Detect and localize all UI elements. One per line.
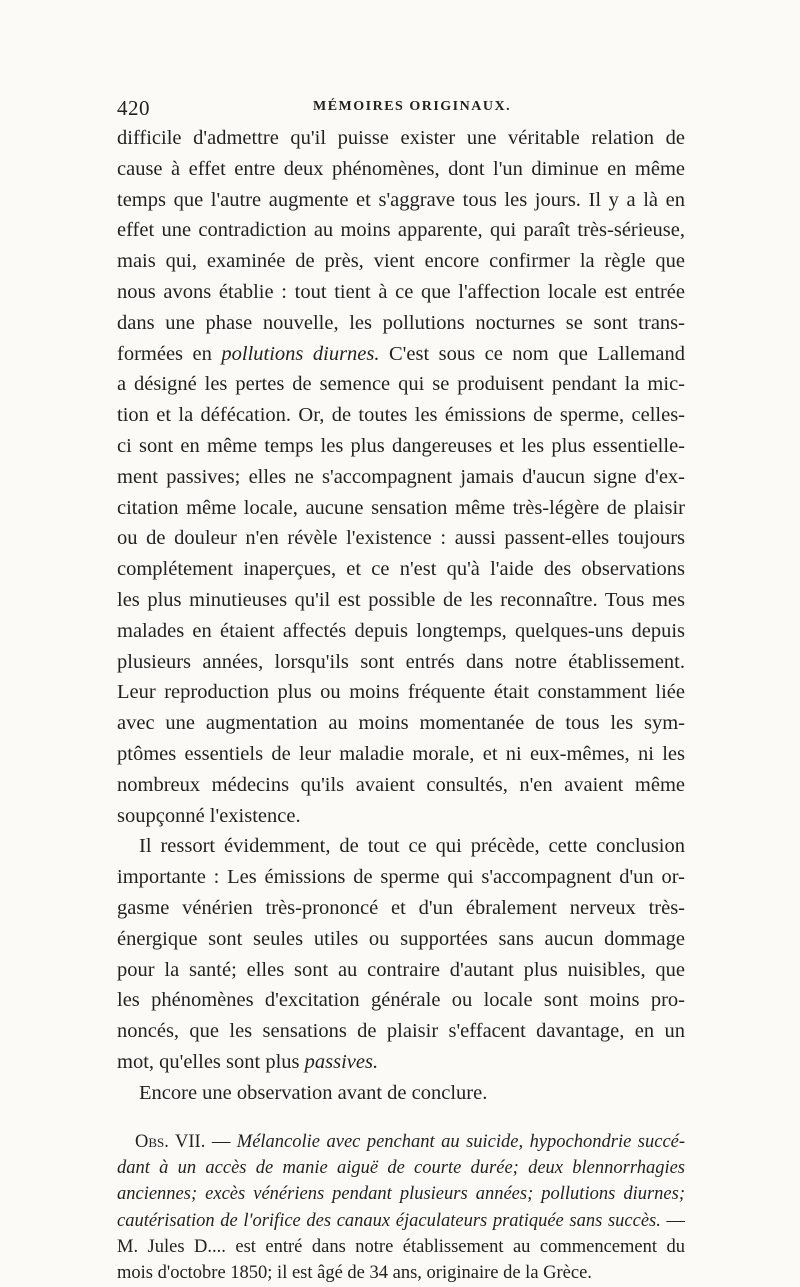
text-line: importante : Les émissions de sperme qui s'accompagnent d'un or-: [117, 866, 685, 889]
text-line: cause à effet entre deux phénomènes, dont l'un diminue en même: [117, 157, 685, 180]
text-line: ou de douleur n'en révèle l'existence : aussi passent-elles toujours: [117, 527, 685, 550]
text-line: [117, 1181, 685, 1207]
text-line: [117, 339, 685, 370]
text-line: [117, 1129, 685, 1155]
running-title: MÉMOIRES ORIGINAUX.: [313, 99, 512, 114]
text-line: [117, 1208, 685, 1234]
text-line: plusieurs années, lorsqu'ils sont entrés dans notre établissement.: [117, 650, 685, 673]
text-line: citation même locale, aucune sensation même très-légère de plaisir: [117, 496, 685, 519]
text-line: temps que l'autre augmente et s'aggrave tous les jours. Il y a là en: [117, 188, 685, 211]
text-line: Leur reproduction plus ou moins fréquente était constamment liée: [117, 681, 685, 704]
observation-label: Obs. VII.: [135, 1131, 206, 1152]
text-run: mot, qu'elles sont plus: [117, 1050, 305, 1073]
text-line: ptômes essentiels de leur maladie morale, et ni eux-mêmes, ni les: [117, 742, 685, 765]
text-line: nous avons établie : tout tient à ce que l'affection locale est entrée: [117, 280, 685, 303]
text-line: [117, 1155, 685, 1181]
page-number: 420: [117, 96, 150, 120]
text-line: tion et la défécation. Or, de toutes les émissions de sperme, celles-: [117, 404, 685, 427]
text-line: avec une augmentation au moins momentanée de tous les sym-: [117, 712, 685, 735]
text-line: malades en étaient affectés depuis longtemps, quelques-uns depuis: [117, 619, 685, 642]
observation-title: cautérisation de l'orifice des canaux éjaculateurs pratiquée sans succès.: [117, 1210, 661, 1231]
text-line: effet une contradiction au moins apparente, qui paraît très-sérieuse,: [117, 219, 685, 242]
text-line: les plus minutieuses qu'il est possible de les reconnaître. Tous mes: [117, 588, 685, 611]
text-run: C'est sous ce nom que Lallemand: [379, 342, 685, 365]
text-line: [117, 1047, 685, 1078]
text-line: difficile d'admettre qu'il puisse exister une véritable relation de: [117, 127, 685, 149]
text-line: soupçonné l'existence.: [117, 804, 301, 827]
paragraph-3: [117, 1078, 685, 1109]
text-run: —: [660, 1210, 685, 1231]
text-line: ci sont en même temps les plus dangereuses et les plus essentielle-: [117, 434, 685, 457]
text-line: Encore une observation avant de conclure.: [139, 1081, 488, 1104]
body-text: [117, 123, 685, 1287]
paragraph-2: [117, 831, 685, 1077]
italic-term: passives.: [304, 1050, 379, 1073]
text-line: gasme vénérien très-prononcé et d'un ébralement nerveux très-: [117, 896, 685, 919]
page-header: [117, 96, 687, 120]
text-line: pour la santé; elles sont au contraire d'autant plus nuisibles, que: [117, 958, 685, 981]
text-line: les phénomènes d'excitation générale ou locale sont moins pro-: [117, 989, 685, 1012]
observation-block: [117, 1129, 685, 1287]
text-line: complétement inaperçues, et ce n'est qu'à l'aide des observations: [117, 558, 685, 581]
text-line: noncés, que les sensations de plaisir s'effacent davantage, en un: [117, 1020, 685, 1043]
text-line: nombreux médecins qu'ils avaient consultés, n'en avaient même: [117, 773, 685, 796]
text-line: ment passives; elles ne s'accompagnent jamais d'aucun signe d'ex-: [117, 465, 685, 488]
text-line: énergique sont seules utiles ou supportées sans aucun dommage: [117, 927, 685, 950]
observation-title: dant à un accès de manie aiguë de courte durée; deux blennorrhagies: [117, 1157, 685, 1178]
text-line: mois d'octobre 1850; il est âgé de 34 ans, originaire de la Grèce.: [117, 1263, 592, 1284]
paragraph-1: [117, 123, 685, 831]
text-run: —: [205, 1131, 237, 1152]
text-line: mais qui, examinée de près, vient encore confirmer la règle que: [117, 250, 685, 273]
text-line: dans une phase nouvelle, les pollutions nocturnes se sont trans-: [117, 311, 685, 334]
observation-title: Mélancolie avec penchant au suicide, hypochondrie succé-: [236, 1131, 686, 1152]
text-line: M. Jules D.... est entré dans notre établissement au commencement du: [117, 1237, 685, 1258]
observation-title: anciennes; excès vénériens pendant plusieurs années; pollutions diurnes;: [117, 1184, 685, 1205]
italic-term: pollutions diurnes.: [221, 342, 380, 365]
text-run: formées en: [117, 342, 222, 365]
text-line: a désigné les pertes de semence qui se produisent pendant la mic-: [117, 373, 685, 396]
text-line: Il ressort évidemment, de tout ce qui précède, cette conclusion: [139, 835, 685, 858]
